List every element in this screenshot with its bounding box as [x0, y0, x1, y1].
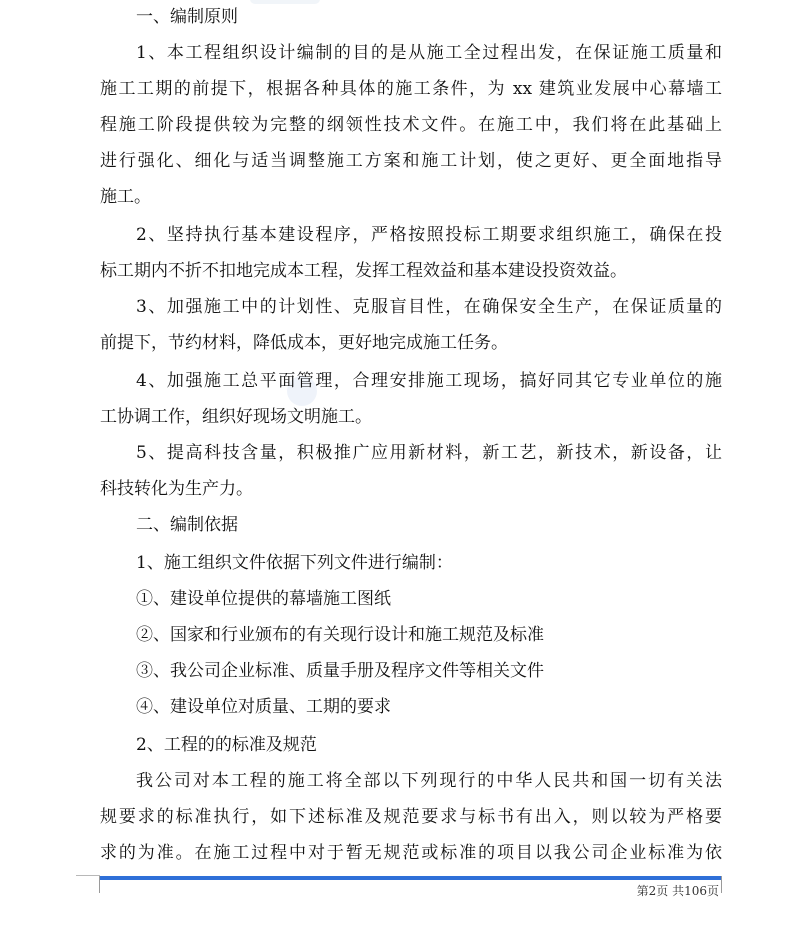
crop-mark-left [99, 876, 100, 893]
paragraph-line: 我公司对本工程的施工将全部以下列现行的中华人民共和国一切有关法 [136, 771, 722, 791]
paragraph-line: 1、本工程组织设计编制的目的是从施工全过程出发，在保证施工质量和 [136, 43, 722, 63]
list-item: ①、建设单位提供的幕墙施工图纸 [136, 589, 391, 609]
paragraph-line: 进行强化、细化与适当调整施工方案和施工计划，使之更好、更全面地指导 [100, 151, 722, 171]
crop-mark [76, 875, 100, 876]
paragraph-line: 标工期内不折不扣地完成本工程，发挥工程效益和基本建设投资效益。 [100, 261, 627, 281]
paragraph-line: 工协调工作，组织好现场文明施工。 [100, 407, 372, 427]
list-item: ④、建设单位对质量、工期的要求 [136, 697, 391, 717]
paragraph-line: 求的为准。在施工过程中对于暂无规范或标准的项目以我公司企业标准为依 [100, 843, 722, 863]
paragraph-line: 5、提高科技含量，积极推广应用新材料，新工艺，新技术，新设备，让 [136, 443, 722, 463]
paragraph-line: 施工。 [100, 187, 151, 207]
footer-rule [100, 876, 721, 880]
paragraph-line: 3、加强施工中的计划性、克服盲目性，在确保安全生产，在保证质量的 [136, 297, 722, 317]
paragraph-line: 前提下，节约材料，降低成本，更好地完成施工任务。 [100, 333, 508, 353]
section-heading-principles: 一、编制原则 [136, 7, 238, 27]
subsection-heading: 2、工程的的标准及规范 [136, 735, 317, 755]
crop-mark-right [721, 876, 722, 893]
paragraph-line: 4、加强施工总平面管理，合理安排施工现场，搞好同其它专业单位的施 [136, 371, 722, 391]
paragraph-line: 2、坚持执行基本建设程序，严格按照投标工期要求组织施工，确保在投 [136, 225, 722, 245]
paragraph-line: 科技转化为生产力。 [100, 479, 253, 499]
section-heading-basis: 二、编制依据 [136, 515, 238, 535]
paragraph-line: 程施工阶段提供较为完整的纲领性技术文件。在施工中，我们将在此基础上 [100, 115, 722, 135]
paragraph-line: 规要求的标准执行，如下述标准及规范要求与标书有出入，则以较为严格要 [100, 807, 722, 827]
list-item: ③、我公司企业标准、质量手册及程序文件等相关文件 [136, 661, 544, 681]
paragraph-line: 1、施工组织文件依据下列文件进行编制： [136, 553, 453, 573]
paragraph-line: 施工工期的前提下，根据各种具体的施工条件，为 xx 建筑业发展中心幕墙工 [100, 79, 722, 99]
list-item: ②、国家和行业颁布的有关现行设计和施工规范及标准 [136, 625, 544, 645]
page-number: 第2页 共106页 [636, 884, 719, 898]
watermark-logo-top [250, 0, 320, 4]
